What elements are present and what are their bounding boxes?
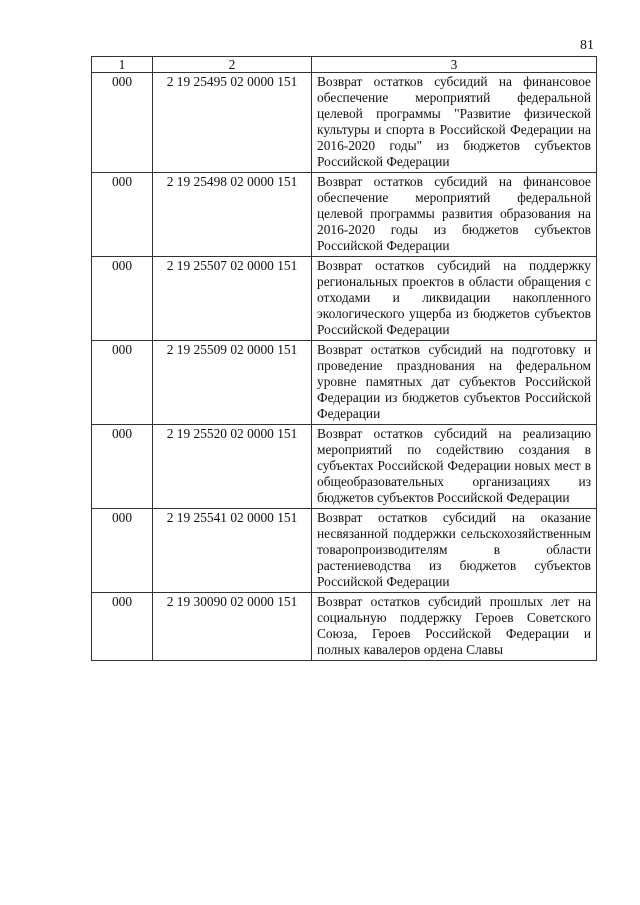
admin-code-cell: 000 <box>92 173 153 257</box>
budget-code-cell: 2 19 25509 02 0000 151 <box>153 341 312 425</box>
budget-code-cell: 2 19 25541 02 0000 151 <box>153 509 312 593</box>
table-row <box>92 341 597 425</box>
income-name-cell: Возврат остатков субсидий на поддержку региональных проектов в области обращения с отходами и ликвидации накопленного экологического ущерба из бюджетов субъектов Российской Федерации <box>312 257 597 341</box>
income-name-cell: Возврат остатков субсидий на финансовое обеспечение мероприятий федеральной целевой программы развития образования на 2016-2020 годы из бюджетов субъектов Российской Федерации <box>312 173 597 257</box>
page-number: 81 <box>580 38 594 53</box>
income-name-cell: Возврат остатков субсидий на оказание несвязанной поддержки сельскохозяйственным товаропроизводителям в области растениеводства из бюджетов субъектов Российской Федерации <box>312 509 597 593</box>
budget-code-cell: 2 19 25495 02 0000 151 <box>153 73 312 173</box>
table-row <box>92 173 597 257</box>
table-row <box>92 257 597 341</box>
budget-code-cell: 2 19 25520 02 0000 151 <box>153 425 312 509</box>
table-row <box>92 509 597 593</box>
budget-code-cell: 2 19 25507 02 0000 151 <box>153 257 312 341</box>
header-row <box>92 57 597 73</box>
admin-code-cell: 000 <box>92 425 153 509</box>
admin-code-cell: 000 <box>92 593 153 661</box>
budget-code-cell: 2 19 30090 02 0000 151 <box>153 593 312 661</box>
budget-classification-table <box>91 56 597 661</box>
column-header-1: 1 <box>92 57 153 73</box>
budget-code-cell: 2 19 25498 02 0000 151 <box>153 173 312 257</box>
admin-code-cell: 000 <box>92 257 153 341</box>
income-name-cell: Возврат остатков субсидий прошлых лет на социальную поддержку Героев Советского Союза, Героев Российской Федерации и полных кавалеров ордена Славы <box>312 593 597 661</box>
income-name-cell: Возврат остатков субсидий на финансовое обеспечение мероприятий федеральной целевой программы "Развитие физической культуры и спорта в Российской Федерации на 2016-2020 годы" из бюджетов субъектов Российской Федерации <box>312 73 597 173</box>
table-row <box>92 73 597 173</box>
admin-code-cell: 000 <box>92 509 153 593</box>
table-row <box>92 425 597 509</box>
income-name-cell: Возврат остатков субсидий на подготовку и проведение празднования на федеральном уровне памятных дат субъектов Российской Федерации из бюджетов субъектов Российской Федерации <box>312 341 597 425</box>
admin-code-cell: 000 <box>92 73 153 173</box>
income-name-cell: Возврат остатков субсидий на реализацию мероприятий по содействию создания в субъектах Российской Федерации новых мест в общеобразовательных организациях из бюджетов субъектов Российской Федерации <box>312 425 597 509</box>
column-header-2: 2 <box>153 57 312 73</box>
admin-code-cell: 000 <box>92 341 153 425</box>
column-header-3: 3 <box>312 57 597 73</box>
table-row <box>92 593 597 661</box>
